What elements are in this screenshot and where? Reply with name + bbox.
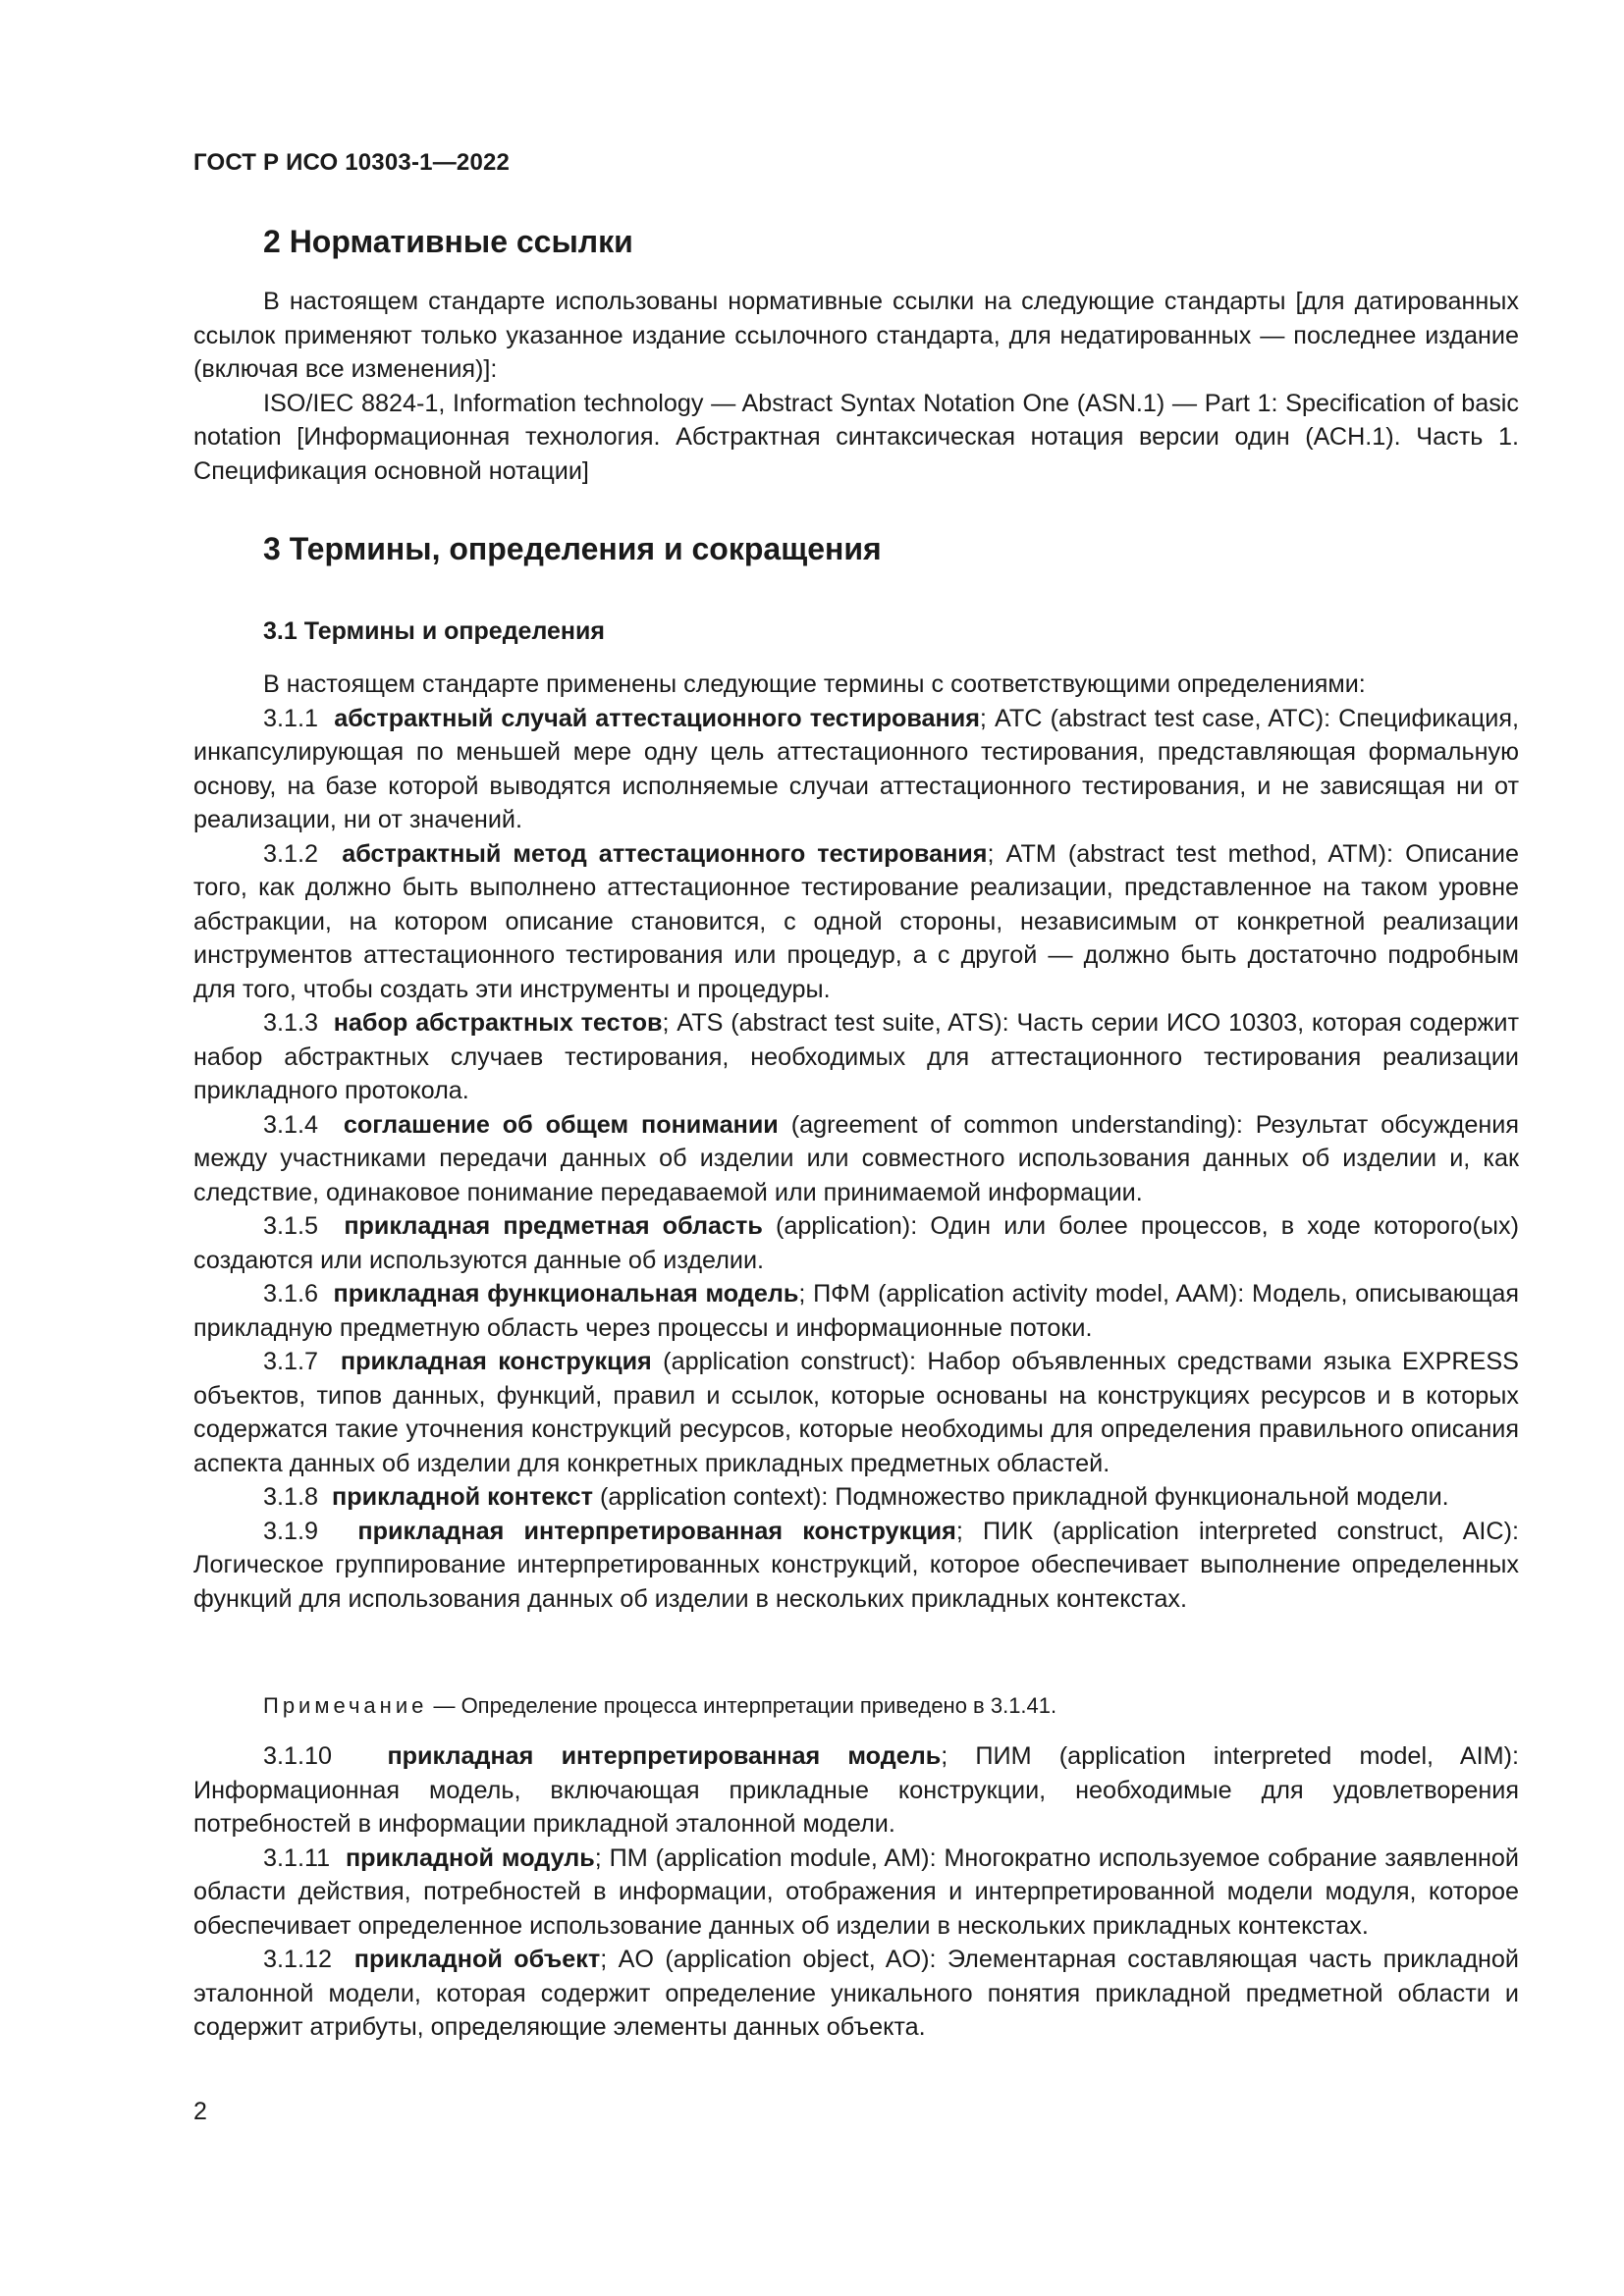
term-entry [193, 1209, 1519, 1277]
term-entry [193, 1943, 1519, 2045]
term-number: 3.1.12 [263, 1946, 333, 1973]
term-name: прикладной объект [353, 1946, 601, 1973]
term-name: абстрактный метод аттестационного тестирования [342, 839, 988, 868]
subsection-3-1-title: 3.1 Термины и определения [263, 617, 605, 645]
term-entry [193, 1006, 1519, 1108]
term-name: абстрактный случай аттестационного тестирования [334, 704, 980, 732]
document-header: ГОСТ Р ИСО 10303-1—2022 [193, 149, 511, 176]
term-name: прикладная предметная область [344, 1212, 763, 1240]
term-definition: (application): Один или более процессов, в ходе которого(ых) создаются или используются данные об изделии. [193, 1212, 1520, 1274]
section-2-body [193, 285, 1519, 488]
term-name: прикладная конструкция [340, 1348, 652, 1375]
term-number: 3.1.2 [263, 839, 319, 868]
term-entry [193, 1842, 1519, 1944]
term-number: 3.1.4 [263, 1110, 319, 1139]
term-entry [193, 1739, 1519, 1842]
term-name: прикладной модуль [345, 1843, 595, 1872]
term-number: 3.1.8 [263, 1483, 319, 1511]
note [263, 1691, 1519, 1721]
term-number: 3.1.10 [263, 1742, 333, 1770]
terms-intro: В настоящем стандарте применены следующие термины с соответствующими определениями: [263, 670, 1366, 698]
term-number: 3.1.9 [263, 1517, 319, 1545]
term-name: прикладная интерпретированная модель [387, 1742, 942, 1770]
term-entry [193, 1277, 1519, 1345]
term-entry [193, 1345, 1519, 1480]
term-name: прикладная интерпретированная конструкция [357, 1517, 956, 1545]
term-definition: (application construct): Набор объявленных средствами языка EXPRESS объектов, типов данных, функций, правил и ссылок, которые основаны на конструкциях ресурсов и в которых содержатся такие уточнения конструкций ресурсов, которые необходимы для определения правильного описания аспекта данных об изделии для конкретных прикладных предметных областей. [193, 1348, 1519, 1477]
term-definition: ; ATS (abstract test suite, ATS): Часть серии ИСО 10303, которая содержит набор абстрактных случаев тестирования, необходимых для аттестационного тестирования реализации прикладного протокола. [193, 1009, 1519, 1104]
term-number: 3.1.6 [263, 1280, 319, 1308]
term-definition: ; ATC (abstract test case, ATC): Спецификация, инкапсулирующая по меньшей мере одну цель аттестационного тестирования, представляющая формальную основу, на базе которой выводятся исполняемые случаи аттестационного тестирования, и не зависящая ни от реализации, ни от значений. [193, 704, 1519, 833]
term-number: 3.1.3 [263, 1009, 319, 1037]
note-label: Примечание [263, 1693, 428, 1718]
terms-list-1 [193, 667, 1519, 1616]
term-name: прикладной контекст [332, 1483, 593, 1511]
term-number: 3.1.1 [263, 704, 319, 732]
term-definition: ; ПИМ (application interpreted model, AIM): Информационная модель, включающая прикладные конструкции, необходимые для удовлетворения потребностей в информации прикладной эталонной модели. [193, 1742, 1520, 1838]
terms-list-2 [193, 1739, 1519, 2045]
note-text: — Определение процесса интерпретации приведено в 3.1.41. [427, 1693, 1057, 1718]
term-name: набор абстрактных тестов [333, 1009, 663, 1037]
term-entry [193, 702, 1519, 837]
term-entry [193, 1515, 1519, 1617]
page-number: 2 [193, 2098, 207, 2125]
term-definition: (agreement of common understanding): Результат обсуждения между участниками передачи данных об изделии или совместного использования данных об изделии и, как следствие, одинаковое понимание передаваемой или принимаемой информации. [193, 1110, 1520, 1206]
term-number: 3.1.5 [263, 1212, 319, 1240]
paragraph: ISO/IEC 8824-1, Information technology — Abstract Syntax Notation One (ASN.1) — Part 1: Specification of basic notation [Информационная технология. Абстрактная синтаксическая нотация версии один (АСН.1). Часть 1. Спецификация основной нотации] [193, 389, 1519, 485]
term-definition: (application context): Подмножество прикладной функциональной модели. [592, 1483, 1449, 1511]
section-3-title: 3 Термины, определения и сокращения [263, 531, 882, 566]
term-entry [193, 837, 1519, 1007]
term-definition: ; ATM (abstract test method, ATM): Описание того, как должно быть выполнено аттестационное тестирование реализации, представленное на таком уровне абстракции, на котором описание становится, с одной стороны, независимым от конкретной реализации инструментов аттестационного тестирования или процедур, а с другой — должно быть достаточно подробным для того, чтобы создать эти инструменты и процедуры. [193, 839, 1519, 1003]
term-name: соглашение об общем понимании [343, 1110, 779, 1139]
term-name: прикладная функциональная модель [333, 1280, 799, 1308]
paragraph: В настоящем стандарте использованы нормативные ссылки на следующие стандарты [для датированных ссылок применяют только указанное издание ссылочного стандарта, для недатированных — последнее издание (включая все изменения)]: [193, 288, 1519, 383]
term-definition: ; AO (application object, AO): Элементарная составляющая часть прикладной эталонной модели, которая содержит определение уникального понятия прикладной предметной области и содержит атрибуты, определяющие элементы данных объекта. [193, 1946, 1520, 2041]
term-definition: ; ПМ (application module, AM): Многократно используемое собрание заявленной области действия, потребностей в информации, отображения и интерпретированной модели модуля, которое обеспечивает определенное использование данных об изделии в нескольких прикладных контекстах. [193, 1843, 1519, 1940]
term-definition: ; ПИК (application interpreted construct, AIC): Логическое группирование интерпретированных конструкций, которое обеспечивает выполнение определенных функций для использования данных об изделии в нескольких прикладных контекстах. [193, 1517, 1519, 1613]
term-number: 3.1.7 [263, 1348, 319, 1375]
term-entry [193, 1108, 1519, 1210]
term-entry [193, 1480, 1519, 1515]
term-number: 3.1.11 [263, 1843, 331, 1872]
term-definition: ; ПФМ (application activity model, AAM): Модель, описывающая прикладную предметную область через процессы и информационные потоки. [193, 1280, 1519, 1342]
section-2-title: 2 Нормативные ссылки [263, 224, 633, 259]
